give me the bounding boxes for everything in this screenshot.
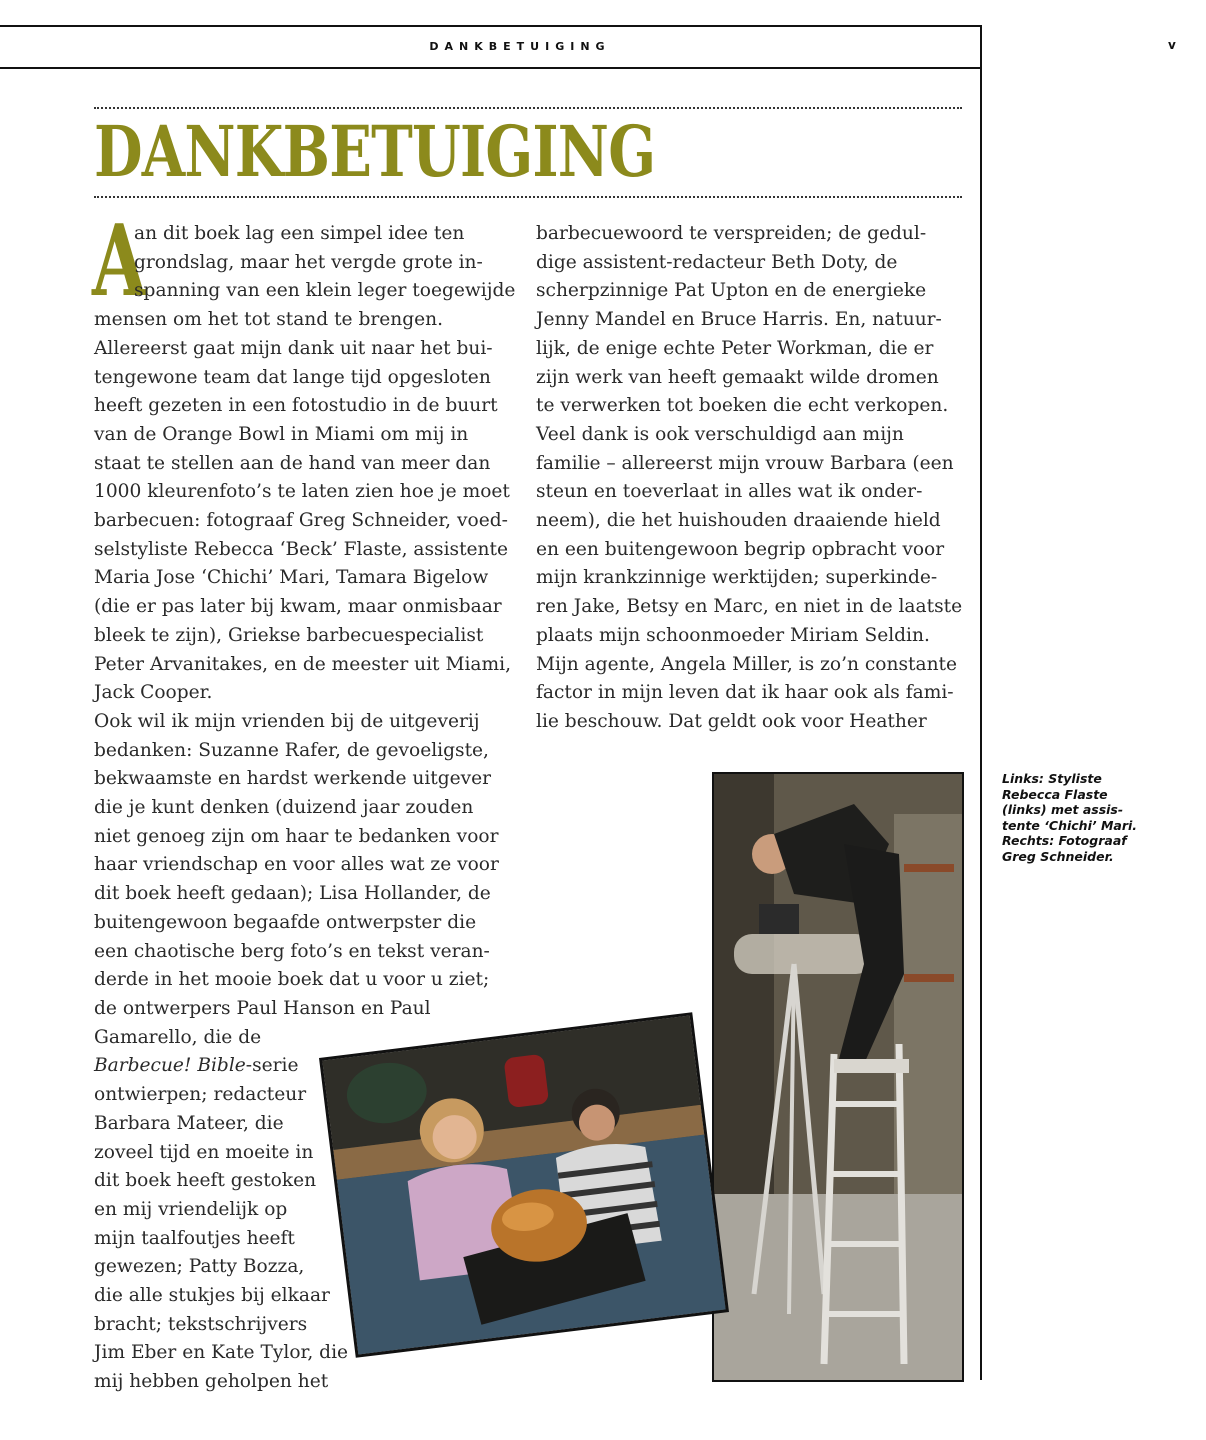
caption-line: Greg Schneider. [1002, 848, 1114, 864]
text-line: Barbara Mateer, die [94, 1112, 284, 1134]
text-line: ren Jake, Betsy en Marc, en niet in de laatste [536, 596, 963, 618]
text-line: steun en toeverlaat in alles wat ik onder- [536, 481, 923, 503]
book-series-title: Barbecue! Bible [94, 1055, 246, 1077]
text-line: barbecuewoord te verspreiden; de gedul- [536, 223, 927, 244]
text-line: tengewone team dat lange tijd opgesloten [94, 366, 491, 388]
text-line: lijk, de enige echte Peter Workman, die er [536, 337, 934, 359]
text-line: Gamarello, die de [94, 1026, 262, 1048]
caption-line: Rechts: Fotograaf [1002, 833, 1127, 849]
text-line: dit boek heeft gedaan); Lisa Hollander, de [94, 883, 491, 905]
page-number: v [1168, 38, 1176, 52]
text-line: een chaotische berg foto’s en tekst veran- [94, 940, 490, 962]
text-line: dige assistent-redacteur Beth Doty, de [536, 251, 898, 273]
text-line: Jenny Mandel en Bruce Harris. En, natuur- [536, 309, 942, 331]
text-line: Mijn agente, Angela Miller, is zo’n constante [536, 653, 958, 675]
text-line: haar vriendschap en voor alles wat ze voor [94, 854, 499, 876]
drop-cap: A [92, 204, 147, 319]
text-line: grondslag, maar het vergde grote in- [134, 251, 483, 273]
text-line: (die er pas later bij kwam, maar onmisbaar [94, 596, 502, 618]
text-line: gewezen; Patty Bozza, [94, 1256, 305, 1278]
caption-line: Rebecca Flaste [1002, 786, 1108, 802]
text-line: Veel dank is ook verschuldigd aan mijn [536, 423, 904, 445]
dotted-rule-bottom [94, 196, 962, 198]
photo-stylists-with-turkey [319, 1012, 729, 1358]
text-line: factor in mijn leven dat ik haar ook als fami- [536, 682, 954, 704]
text-line: van de Orange Bowl in Miami om mij in [94, 423, 469, 445]
text-column-right [536, 220, 963, 737]
text-line: heeft gezeten in een fotostudio in de buurt [94, 395, 498, 417]
caption-line: (links) met assis- [1002, 802, 1124, 818]
running-header-title: DANKBETUIGING [429, 40, 611, 53]
text-line: an dit boek lag een simpel idee ten [134, 223, 465, 244]
dotted-rule-top [94, 107, 962, 109]
running-header-box [0, 25, 982, 69]
text-line: Peter Arvanitakes, en de meester uit Miami, [94, 653, 511, 675]
text-line: Jim Eber en Kate Tylor, die [94, 1342, 349, 1364]
text-line: bedanken: Suzanne Rafer, de gevoeligste, [94, 739, 489, 761]
text-line: staat te stellen aan de hand van meer dan [94, 452, 491, 474]
text-line: scherpzinnige Pat Upton en de energieke [536, 280, 927, 302]
text-line: Maria Jose ‘Chichi’ Mari, Tamara Bigelow [94, 567, 489, 589]
text-line: dit boek heeft gestoken [94, 1170, 317, 1192]
text-line: te verwerken tot boeken die echt verkopen. [536, 395, 949, 417]
photo-photographer-on-ladder [712, 772, 964, 1382]
photo-caption [1002, 771, 1192, 865]
text-line: familie – allereerst mijn vrouw Barbara (een [536, 452, 954, 474]
text-line: derde in het mooie boek dat u voor u ziet; [94, 969, 490, 991]
text-line: die je kunt denken (duizend jaar zouden [94, 797, 474, 819]
text-line: bleek te zijn), Griekse barbecuespecialist [94, 624, 484, 646]
text-line: mijn krankzinnige werktijden; superkinde- [536, 567, 938, 589]
text-line: bekwaamste en hardst werkende uitgever [94, 768, 492, 790]
text-line: barbecuen: fotograaf Greg Schneider, voed- [94, 510, 508, 532]
text-line: zoveel tijd en moeite in [94, 1141, 314, 1163]
text-line: 1000 kleurenfoto’s te laten zien hoe je moet [94, 481, 510, 503]
text-line: mensen om het tot stand te brengen. [94, 309, 444, 331]
text-line: lie beschouw. Dat geldt ook voor Heather [536, 710, 927, 732]
text-line: zijn werk van heeft gemaakt wilde dromen [536, 366, 939, 388]
caption-line: tente ‘Chichi’ Mari. [1002, 817, 1138, 833]
column-rule [980, 65, 982, 1380]
text-line: plaats mijn schoonmoeder Miriam Seldin. [536, 624, 930, 646]
text-line: selstyliste Rebecca ‘Beck’ Flaste, assistente [94, 538, 509, 560]
stylists-illustration [322, 1016, 725, 1355]
caption-line: Links: Styliste [1002, 771, 1102, 786]
text-line: buitengewoon begaafde ontwerpster die [94, 911, 477, 933]
text-line: en een buitengewoon begrip opbracht voor [536, 538, 945, 560]
text-line: mij hebben geholpen het [94, 1371, 329, 1393]
text-line: neem), die het huishouden draaiende hield [536, 510, 941, 532]
text-line: ontwierpen; redacteur [94, 1084, 307, 1106]
text-line: de ontwerpers Paul Hanson en Paul [94, 997, 431, 1019]
page-title: DANKBETUIGING [94, 110, 656, 193]
text-line: Jack Cooper. [94, 682, 213, 704]
text-line: en mij vriendelijk op [94, 1198, 288, 1220]
text-line: bracht; tekstschrijvers [94, 1313, 308, 1335]
book-series-suffix: -serie [245, 1055, 299, 1077]
text-line: die alle stukjes bij elkaar [94, 1285, 330, 1307]
photographer-illustration [714, 774, 962, 1380]
text-line: spanning van een klein leger toegewijde [134, 280, 516, 302]
text-line: niet genoeg zijn om haar te bedanken voor [94, 825, 499, 847]
text-line: Ook wil ik mijn vrienden bij de uitgeverij [94, 710, 480, 732]
text-line: mijn taalfoutjes heeft [94, 1227, 295, 1249]
text-line: Allereerst gaat mijn dank uit naar het bui- [94, 337, 493, 359]
